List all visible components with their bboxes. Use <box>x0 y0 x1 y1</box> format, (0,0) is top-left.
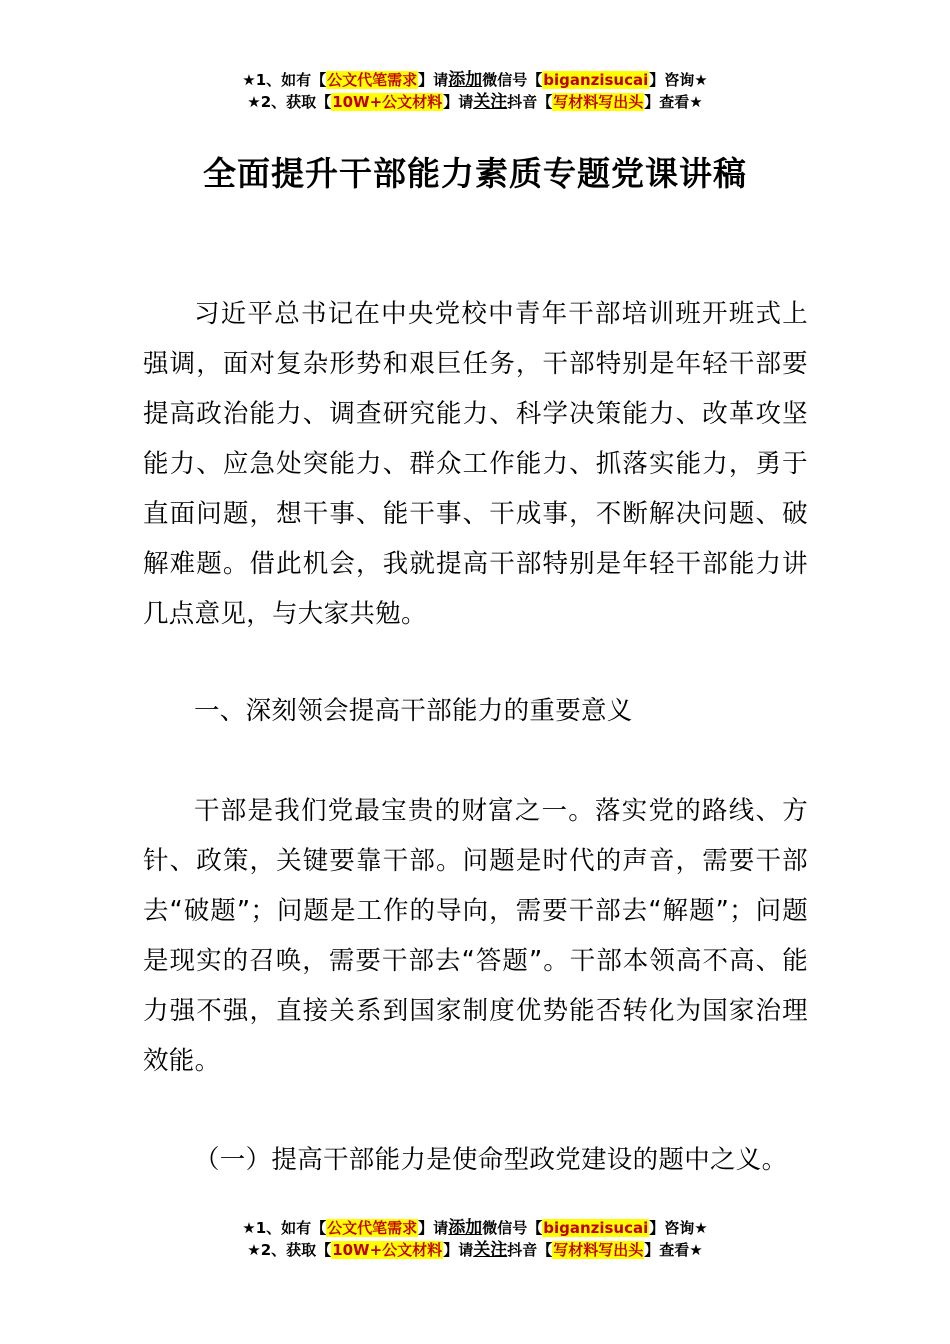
paragraph-text: 干部是我们党最宝贵的财富之一。落实党的路线、方针、政策，关键要靠干部。问题是时代的声音，需要干部去“破题”；问题是工作的导向，需要干部去“解题”；问题是现实的召唤，需要干部去“答题”。干部本领高不高、能力强不强，直接关系到国家制度优势能否转化为国家治理效能。 <box>143 796 808 1076</box>
banner-text: 】查看★ <box>644 1241 703 1259</box>
banner-emphasis: 添加 <box>448 70 483 90</box>
banner-text: 】请 <box>418 1219 449 1237</box>
banner-emphasis: 关注 <box>473 1240 508 1260</box>
banner-wechat-id: biganzisucai <box>543 71 649 89</box>
banner-text: 】查看★ <box>644 93 703 111</box>
banner-highlight: 10W+公文材料 <box>332 1241 443 1259</box>
banner-text: 】请 <box>443 93 474 111</box>
paragraph-2 <box>143 786 808 1086</box>
banner-text: ★1、如有【 <box>242 71 327 89</box>
banner-highlight: 10W+公文材料 <box>332 93 443 111</box>
banner-text: 】请 <box>418 71 449 89</box>
top-banner <box>0 70 950 114</box>
banner-line-1 <box>0 1218 950 1240</box>
banner-text: ★2、获取【 <box>247 1241 332 1259</box>
banner-text: 抖音【 <box>507 93 553 111</box>
banner-wechat-id: biganzisucai <box>543 1219 649 1237</box>
paragraph-text: 习近平总书记在中央党校中青年干部培训班开班式上强调，面对复杂形势和艰巨任务，干部特别是年轻干部要提高政治能力、调查研究能力、科学决策能力、改革攻坚能力、应急处突能力、群众工作能力、抓落实能力，勇于直面问题，想干事、能干事、干成事，不断解决问题、破解难题。借此机会，我就提高干部特别是年轻干部能力讲几点意见，与大家共勉。 <box>143 299 808 629</box>
document-title: 全面提升干部能力素质专题党课讲稿 <box>203 154 747 193</box>
section-heading-2 <box>143 1135 808 1185</box>
banner-text: 】咨询★ <box>649 71 708 89</box>
banner-douyin-id: 写材料写出头 <box>553 93 644 111</box>
banner-text: 微信号【 <box>482 71 543 89</box>
banner-line-2 <box>0 1240 950 1262</box>
banner-highlight: 公文代笔需求 <box>327 71 418 89</box>
heading-text: （一）提高干部能力是使命型政党建设的题中之义。 <box>194 1145 788 1175</box>
paragraph-1 <box>143 289 808 639</box>
banner-text: 】咨询★ <box>649 1219 708 1237</box>
banner-text: 】请 <box>443 1241 474 1259</box>
section-heading-1 <box>143 686 808 736</box>
heading-text: 一、深刻领会提高干部能力的重要意义 <box>194 696 633 726</box>
banner-line-1 <box>0 70 950 92</box>
banner-emphasis: 添加 <box>448 1218 483 1238</box>
banner-text: ★1、如有【 <box>242 1219 327 1237</box>
banner-text: ★2、获取【 <box>247 93 332 111</box>
banner-douyin-id: 写材料写出头 <box>553 1241 644 1259</box>
banner-line-2 <box>0 92 950 114</box>
banner-emphasis: 关注 <box>473 92 508 112</box>
bottom-banner <box>0 1218 950 1262</box>
banner-text: 微信号【 <box>482 1219 543 1237</box>
banner-text: 抖音【 <box>507 1241 553 1259</box>
banner-highlight: 公文代笔需求 <box>327 1219 418 1237</box>
